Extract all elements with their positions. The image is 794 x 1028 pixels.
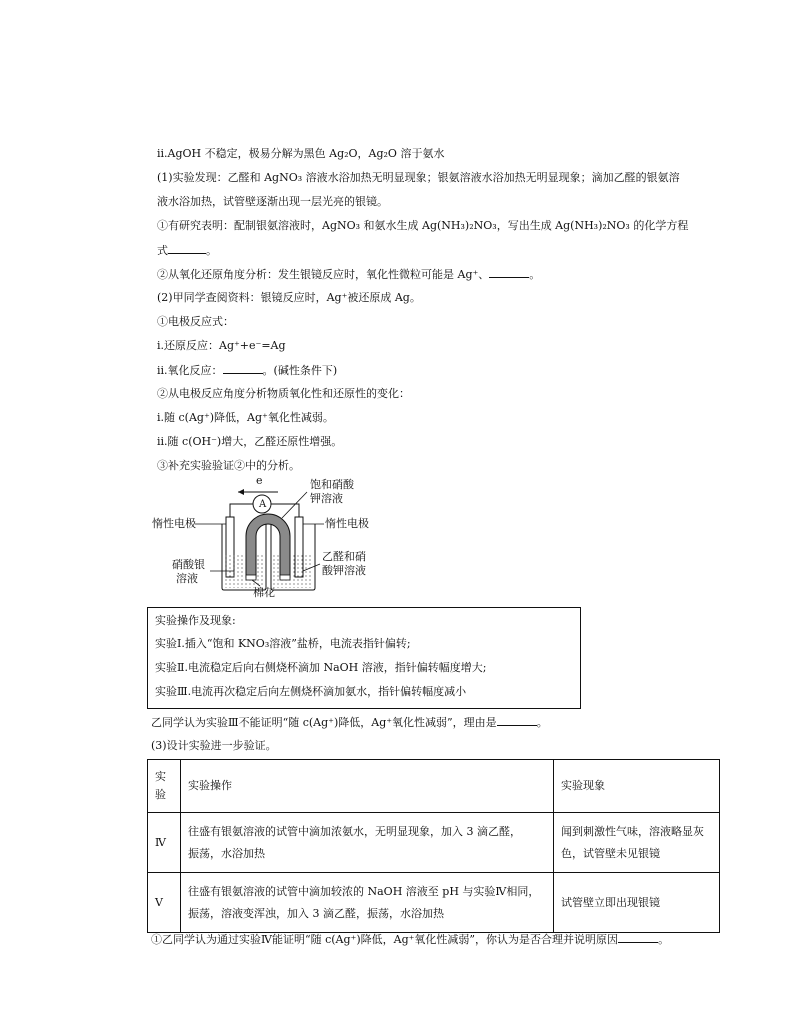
experiment-3-text: 实验Ⅲ.电流再次稳定后向左侧烧杯滴加氨水，指针偏转幅度减小 (155, 685, 467, 698)
left-wire (230, 504, 253, 517)
text-line-q1-intro-cont: 液水浴加热，试管壁逐渐出现一层光亮的银镜。 (157, 195, 388, 208)
row-operation: 往盛有银氨溶液的试管中滴加浓氨水，无明显现象，加入 3 滴乙醛， 振荡，水浴加热 (181, 813, 554, 873)
answer-blank[interactable] (489, 266, 529, 278)
leader-salt-bridge (282, 492, 307, 518)
text-line-q3: (3)设计实验进一步验证。 (151, 739, 277, 752)
cotton-label: 棉花 (253, 586, 275, 599)
text-line-analysis: ②从电极反应角度分析物质氧化性和还原性的变化： (157, 387, 410, 400)
row-operation: 往盛有银氨溶液的试管中滴加较浓的 NaOH 溶液至 pH 与实验Ⅳ相同， 振荡，溶液变浑浊，加入 3 滴乙醛，振荡，水浴加热 (181, 873, 554, 933)
prefix-text: ②从氧化还原角度分析：发生银镜反应时，氧化性微粒可能是 Ag⁺、 (157, 268, 490, 281)
prefix-text: 乙同学认为实验Ⅲ不能证明“随 c(Ag⁺)降低，Ag⁺氧化性减弱”，理由是 (151, 716, 497, 729)
text-line-reason (151, 714, 721, 731)
table-header-row (148, 760, 720, 813)
experiment-1-text: 实验Ⅰ.插入“饱和 KNO₃溶液”盐桥，电流表指针偏转; (155, 637, 411, 650)
row-number: Ⅴ (148, 873, 181, 933)
text-line-agoh: ⅱ.AgOH 不稳定，极易分解为黑色 Ag₂O，Ag₂O 溶于氨水 (157, 147, 445, 160)
ammeter-label: A (259, 499, 267, 510)
text-line-q1-1-answer (157, 242, 727, 259)
text-line-q2-intro: (2)甲同学查阅资料：银镜反应时，Ag⁺被还原成 Ag。 (157, 291, 421, 304)
prefix-text: ⅱ.氧化反应： (157, 364, 223, 377)
table-row (148, 873, 720, 933)
text-line-q1-2 (157, 266, 727, 283)
row-number: Ⅳ (148, 813, 181, 873)
answer-blank[interactable] (497, 714, 537, 726)
suffix-text: 。 (529, 268, 541, 281)
right-solution-label-2: 酸钾溶液 (322, 564, 366, 577)
suffix-text: 。 (536, 716, 548, 729)
text-line-electrode: ①电极反应式： (157, 315, 234, 328)
header-experiment-number: 实 验 (148, 760, 181, 813)
table-row (148, 813, 720, 873)
box-title: 实验操作及现象: (155, 614, 236, 627)
row-phenomenon: 试管壁立即出现银镜 (554, 873, 720, 933)
text-line-q2-3: ③补充实验验证②中的分析。 (157, 459, 300, 472)
row-phenomenon: 闻到刺激性气味，溶液略显灰 色，试管壁未见银镜 (554, 813, 720, 873)
header-phenomenon: 实验现象 (554, 760, 720, 813)
text-line-q1-1: ①有研究表明：配制银氨溶液时，AgNO₃ 和氨水生成 Ag(NH₃)₂NO₃，写出生成 Ag(NH₃)₂NO₃ 的化学方程 (157, 219, 689, 232)
suffix-text: 。 (658, 933, 670, 946)
electron-label: e (256, 474, 263, 487)
suffix-text: 。 (206, 244, 217, 257)
right-electrode-label: 惰性电极 (325, 517, 369, 530)
left-solution-label-1: 硝酸银 (172, 558, 205, 571)
electrochemical-cell-diagram (152, 474, 382, 602)
answer-blank[interactable] (618, 931, 658, 943)
experiment-2-text: 实验Ⅱ.电流稳定后向右侧烧杯滴加 NaOH 溶液，指针偏转幅度增大; (155, 661, 487, 674)
text-line-reduction: ⅰ.还原反应：Ag⁺+e⁻=Ag (157, 339, 286, 352)
cotton-plug-left (246, 575, 256, 580)
text-line-oxidation (157, 362, 727, 379)
prefix-text: ①乙同学认为通过实验Ⅳ能证明“随 c(Ag⁺)降低，Ag⁺氧化性减弱”，你认为是否合理并说明原因 (151, 933, 619, 946)
electron-arrowhead (238, 489, 244, 495)
experiment-procedure-box (147, 607, 581, 709)
answer-blank[interactable] (168, 242, 206, 254)
right-solution (273, 554, 313, 588)
answer-blank[interactable] (223, 362, 263, 374)
right-solution-label-1: 乙醛和硝 (322, 550, 366, 563)
text-line-q3-1 (151, 931, 721, 948)
salt-bridge-label-2: 钾溶液 (310, 492, 343, 505)
cotton-plug-right (280, 575, 290, 580)
salt-bridge (246, 514, 290, 578)
suffix-text: 。(碱性条件下) (262, 364, 338, 377)
left-electrode-label: 惰性电极 (152, 517, 196, 530)
experiment-table (147, 759, 720, 933)
text-line-analysis-i: ⅰ.随 c(Ag⁺)降低，Ag⁺氧化性减弱。 (157, 411, 334, 424)
header-operation: 实验操作 (181, 760, 554, 813)
salt-bridge-label-1: 饱和硝酸 (310, 478, 354, 491)
prefix-text: 式 (157, 244, 168, 257)
left-solution-label-2: 溶液 (176, 572, 198, 585)
text-line-analysis-ii: ⅱ.随 c(OH⁻)增大，乙醛还原性增强。 (157, 435, 343, 448)
text-line-q1-intro: (1)实验发现：乙醛和 AgNO₃ 溶液水浴加热无明显现象；银氨溶液水浴加热无明显现象；滴加乙醛的银氨溶 (157, 171, 680, 184)
